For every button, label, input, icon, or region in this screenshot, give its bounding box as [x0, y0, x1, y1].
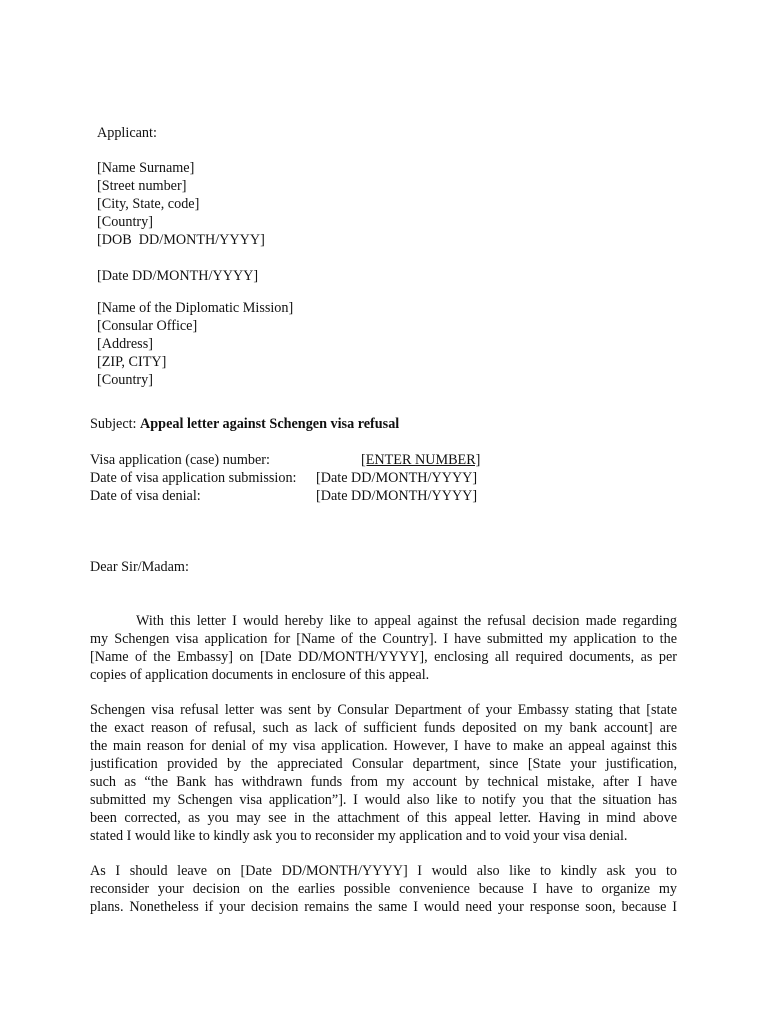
applicant-street: [Street number]	[97, 178, 187, 194]
denial-date-label: Date of visa denial:	[90, 488, 201, 504]
subject-label: Subject:	[90, 416, 141, 432]
paragraph-line: [Name of the Embassy] on [Date DD/MONTH/YYYY], enclosing all required documents, as per	[90, 649, 677, 665]
paragraph-line: With this letter I would hereby like to appeal against the refusal decision made regarding	[136, 613, 677, 629]
case-number-value: [ENTER NUMBER]	[361, 452, 481, 468]
paragraph-line: my Schengen visa application for [Name of the Country]. I have submitted my application to the	[90, 631, 677, 647]
applicant-heading: Applicant:	[97, 125, 157, 141]
subject-line	[90, 415, 399, 433]
letter-date: [Date DD/MONTH/YYYY]	[97, 268, 259, 284]
applicant-name: [Name Surname]	[97, 160, 195, 176]
paragraph-urgency-request	[90, 862, 677, 916]
paragraph-line: As I should leave on [Date DD/MONTH/YYYY] I would also like to kindly ask you to	[90, 863, 677, 879]
paragraph-line: been corrected, as you may see in the attachment of this appeal letter. Having in mind above	[90, 810, 677, 826]
applicant-dob: [DOB DD/MONTH/YYYY]	[97, 232, 265, 248]
paragraph-appeal-intro	[90, 612, 677, 684]
paragraph-line: the main reason for denial of my visa application. However, I have to make an appeal against this	[90, 738, 677, 754]
applicant-city: [City, State, code]	[97, 196, 200, 212]
paragraph-line: such as “the Bank has withdrawn funds from my account by technical mistake, after I have	[90, 774, 677, 790]
paragraph-line: reconsider your decision on the earlies possible convenience because I have to organize my	[90, 881, 677, 897]
paragraph-line: copies of application documents in enclosure of this appeal.	[90, 667, 430, 683]
paragraph-line: Schengen visa refusal letter was sent by Consular Department of your Embassy stating that [state	[90, 702, 677, 718]
paragraph-line: submitted my Schengen visa application”]. I would also like to notify you that the situation has	[90, 792, 677, 808]
paragraph-line: justification provided by the appreciated Consular department, since [State your justification,	[90, 756, 677, 772]
recipient-office: [Consular Office]	[97, 318, 198, 334]
recipient-mission: [Name of the Diplomatic Mission]	[97, 300, 294, 316]
paragraph-refusal-justification	[90, 701, 677, 845]
recipient-country: [Country]	[97, 372, 153, 388]
paragraph-line: plans. Nonetheless if your decision remains the same I would need your response soon, because I	[90, 899, 677, 915]
recipient-zip-city: [ZIP, CITY]	[97, 354, 167, 370]
submission-date-value: [Date DD/MONTH/YYYY]	[316, 470, 478, 486]
recipient-address: [Address]	[97, 336, 153, 352]
paragraph-line: stated I would like to kindly ask you to reconsider my application and to void your visa denial.	[90, 828, 628, 844]
applicant-country: [Country]	[97, 214, 153, 230]
submission-date-label: Date of visa application submission:	[90, 470, 297, 486]
case-number-label: Visa application (case) number:	[90, 452, 270, 468]
subject-text: Appeal letter against Schengen visa refusal	[140, 416, 400, 432]
paragraph-line: the exact reason of refusal, such as lack of sufficient funds deposited on my bank account] are	[90, 720, 677, 736]
denial-date-value: [Date DD/MONTH/YYYY]	[316, 488, 478, 504]
salutation: Dear Sir/Madam:	[90, 559, 189, 575]
